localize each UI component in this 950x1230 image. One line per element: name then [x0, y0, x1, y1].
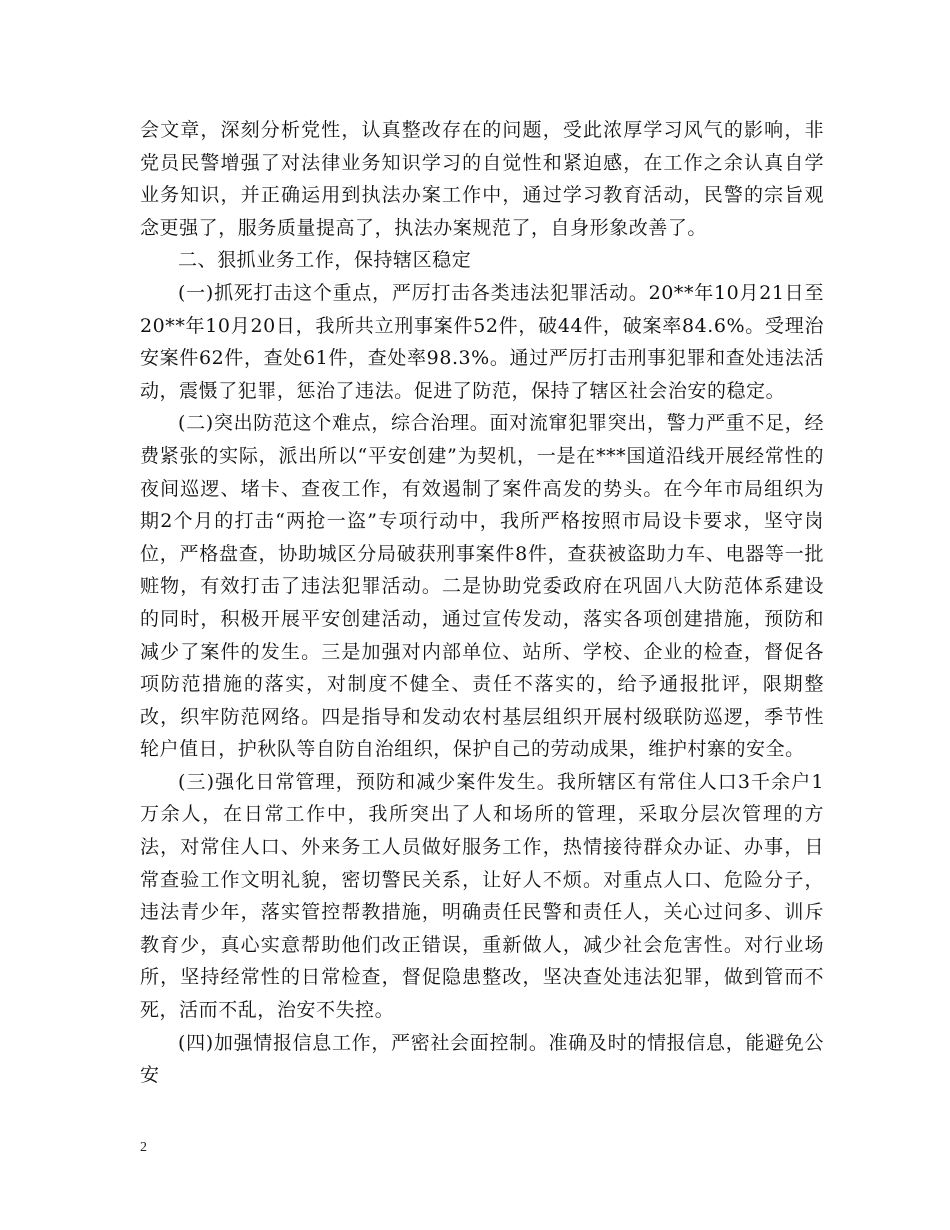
- page-number: 2: [140, 1140, 147, 1155]
- paragraph-daily-management: (三)强化日常管理，预防和减少案件发生。我所辖区有常住人口3千余户1万余人，在日常工作中，我所突出了人和场所的管理，采取分层次管理的方法，对常住人口、外来务工人员做好服务工作，热情接待群众办证、办事，日常查验工作文明礼貌，密切警民关系，让好人不烦。对重点人口、危险分子，违法青少年，落实管控帮教措施，明确责任民警和责任人，关心过问多、训斥教育少，真心实意帮助他们改正错误，重新做人，减少社会危害性。对行业场所，坚持经常性的日常检查，督促隐患整改，坚决查处违法犯罪，做到管而不死，活而不乱，治安不失控。: [140, 770, 824, 1022]
- paragraph-crackdown: (一)抓死打击这个重点，严厉打击各类违法犯罪活动。20**年10月21日至20**年10月20日，我所共立刑事案件52件，破44件，破案率84.6%。受理治安案件62件，查处61件，查处率98.3%。通过严厉打击刑事犯罪和查处违法活动，震慑了犯罪，惩治了违法。促进了防范，保持了辖区社会治安的稳定。: [140, 281, 824, 402]
- document-body: [140, 114, 824, 1092]
- paragraph-prevention: (二)突出防范这个难点，综合治理。面对流窜犯罪突出，警力严重不足，经费紧张的实际，派出所以“平安创建”为契机，一是在***国道沿线开展经常性的夜间巡逻、堵卡、查夜工作，有效遏制了案件高发的势头。在今年市局组织为期2个月的打击“两抢一盗”专项行动中，我所严格按照市局设卡要求，坚守岗位，严格盘查，协助城区分局破获刑事案件8件，查获被盗助力车、电器等一批赃物，有效打击了违法犯罪活动。二是协助党委政府在巩固八大防范体系建设的同时，积极开展平安创建活动，通过宣传发动，落实各项创建措施，预防和减少了案件的发生。三是加强对内部单位、站所、学校、企业的检查，督促各项防范措施的落实，对制度不健全、责任不落实的，给予通报批评，限期整改，织牢防范网络。四是指导和发动农村基层组织开展村级联防巡逻，季节性轮户值日，护秋队等自防自治组织，保护自己的劳动成果，维护村寨的安全。: [140, 412, 824, 761]
- paragraph-intelligence: (四)加强情报信息工作，严密社会面控制。准确及时的情报信息，能避免公安: [140, 1031, 824, 1087]
- paragraph-continuation: 会文章，深刻分析党性，认真整改存在的问题，受此浓厚学习风气的影响，非党员民警增强了对法律业务知识学习的自觉性和紧迫感，在工作之余认真自学业务知识，并正确运用到执法办案工作中，通过学习教育活动，民警的宗旨观念更强了，服务质量提高了，执法办案规范了，自身形象改善了。: [140, 119, 824, 239]
- section-heading: 二、狠抓业务工作，保持辖区稳定: [178, 249, 472, 272]
